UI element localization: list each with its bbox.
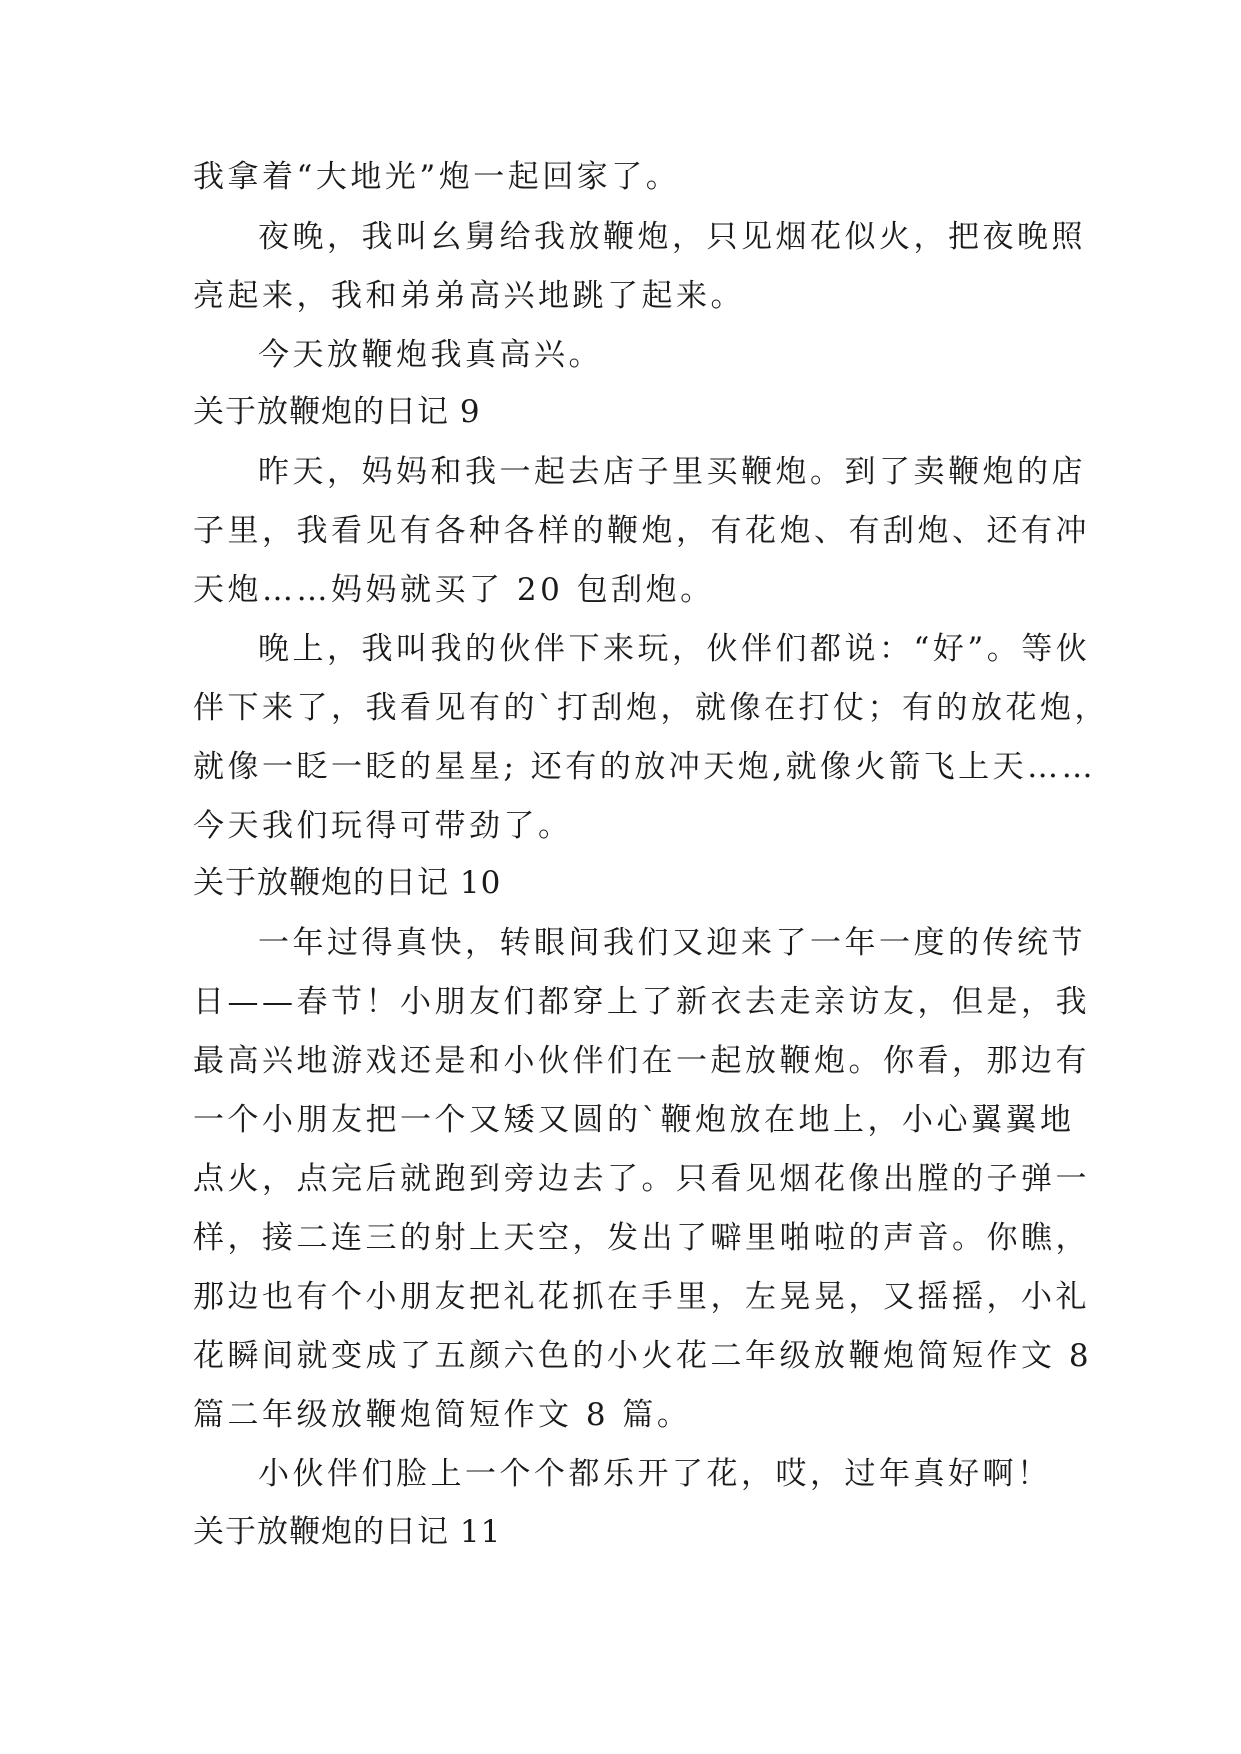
section-heading: 关于放鞭炮的日记 9 <box>193 394 481 430</box>
continuation-line: 我拿着“大地光”炮一起回家了。 <box>193 159 681 195</box>
paragraph-line: 伴下来了，我看见有的`打刮炮，就像在打仗；有的放花炮， <box>193 690 1109 726</box>
paragraph-line: 最高兴地游戏还是和小伙伴们在一起放鞭炮。你看，那边有 <box>193 1043 1090 1079</box>
paragraph-line: 今天我们玩得可带劲了。 <box>193 808 573 844</box>
paragraph-line: 篇二年级放鞭炮简短作文 8 篇。 <box>193 1397 692 1433</box>
paragraph-line: 就像一眨一眨的星星; 还有的放冲天炮,就像火箭飞上天…… <box>193 749 1097 785</box>
paragraph-line: 亮起来，我和弟弟高兴地跳了起来。 <box>193 278 745 314</box>
paragraph-line: 天炮……妈妈就买了 20 包刮炮。 <box>193 572 715 608</box>
section-heading: 关于放鞭炮的日记 10 <box>193 865 502 901</box>
paragraph-line: 花瞬间就变成了五颜六色的小火花二年级放鞭炮简短作文 8 <box>193 1338 1093 1374</box>
paragraph-line: 点火，点完后就跑到旁边去了。只看见烟花像出膛的子弹一 <box>193 1161 1090 1197</box>
paragraph-line: 一个小朋友把一个又矮又圆的`鞭炮放在地上，小心翼翼地 <box>193 1102 1075 1138</box>
paragraph-line: 昨天，妈妈和我一起去店子里买鞭炮。到了卖鞭炮的店 <box>258 454 1086 490</box>
section-heading: 关于放鞭炮的日记 11 <box>193 1514 502 1550</box>
paragraph-line: 一年过得真快，转眼间我们又迎来了一年一度的传统节 <box>258 925 1086 961</box>
paragraph-line: 小伙伴们脸上一个个都乐开了花，哎，过年真好啊！ <box>258 1456 1052 1492</box>
paragraph-line: 夜晚，我叫幺舅给我放鞭炮，只见烟花似火，把夜晚照 <box>258 219 1086 255</box>
paragraph-line: 日——春节！小朋友们都穿上了新衣去走亲访友，但是，我 <box>193 984 1090 1020</box>
paragraph-line: 那边也有个小朋友把礼花抓在手里，左晃晃，又摇摇，小礼 <box>193 1279 1090 1315</box>
paragraph-line: 子里，我看见有各种各样的鞭炮，有花炮、有刮炮、还有冲 <box>193 513 1090 549</box>
paragraph-line: 今天放鞭炮我真高兴。 <box>258 337 603 373</box>
paragraph-line: 晚上，我叫我的伙伴下来玩，伙伴们都说：“好”。等伙 <box>258 631 1091 667</box>
paragraph-line: 样，接二连三的射上天空，发出了噼里啪啦的声音。你瞧， <box>193 1220 1090 1256</box>
